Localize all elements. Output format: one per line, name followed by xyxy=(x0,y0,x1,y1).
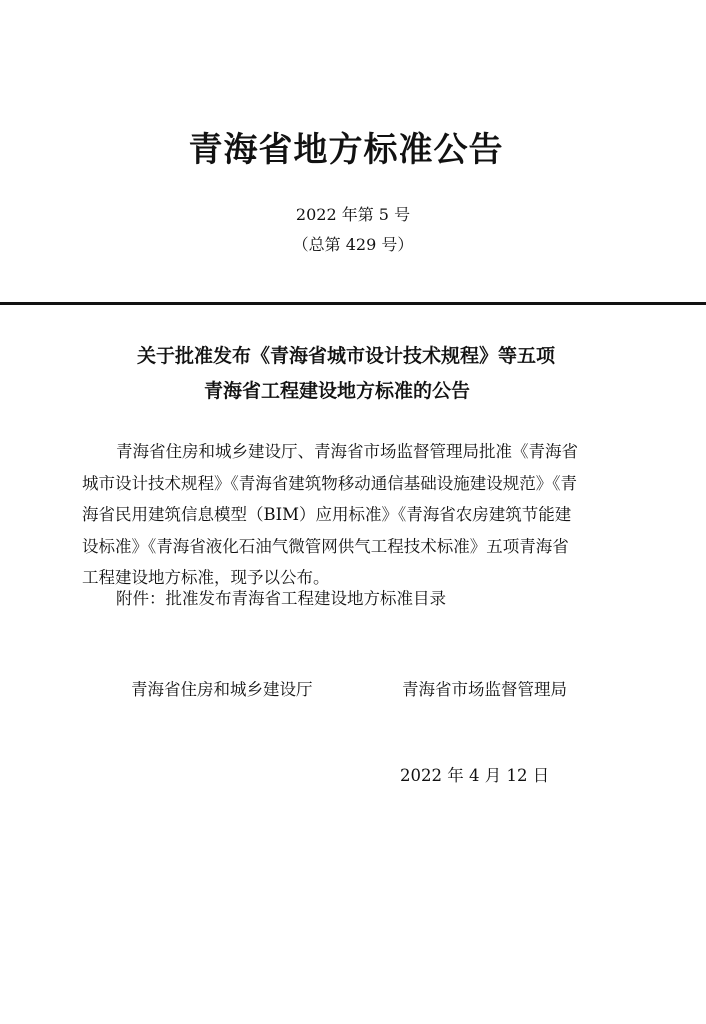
issue-date: 2022 年 4 月 12 日 xyxy=(400,766,550,785)
body-line: 设标准》《青海省液化石油气微管网供气工程技术标准》五项青海省 xyxy=(82,536,569,556)
body-line: 青海省住房和城乡建设厅、青海省市场监督管理局批准《青海省 xyxy=(116,442,578,461)
issue-total: （总第 429 号） xyxy=(292,235,414,254)
issue-number: 2022 年第 5 号 xyxy=(295,205,411,224)
issuer-market-regulation-bureau: 青海省市场监督管理局 xyxy=(402,680,567,699)
notice-body xyxy=(82,436,630,594)
notice-heading-line-1: 关于批准发布《青海省城市设计技术规程》等五项 xyxy=(137,345,556,367)
header-divider xyxy=(0,302,706,305)
notice-heading-line-2: 青海省工程建设地方标准的公告 xyxy=(204,380,471,402)
document-title: 青海省地方标准公告 xyxy=(188,130,504,170)
issuer-housing-department: 青海省住房和城乡建设厅 xyxy=(131,680,313,699)
body-line: 海省民用建筑信息模型（BIM）应用标准》《青海省农房建筑节能建 xyxy=(82,505,572,524)
body-line: 工程建设地方标准，现予以公布。 xyxy=(82,568,330,587)
body-line: 城市设计技术规程》《青海省建筑物移动通信基础设施建设规范》《青 xyxy=(82,473,577,493)
attachment-note: 附件：批准发布青海省工程建设地方标准目录 xyxy=(116,589,446,608)
